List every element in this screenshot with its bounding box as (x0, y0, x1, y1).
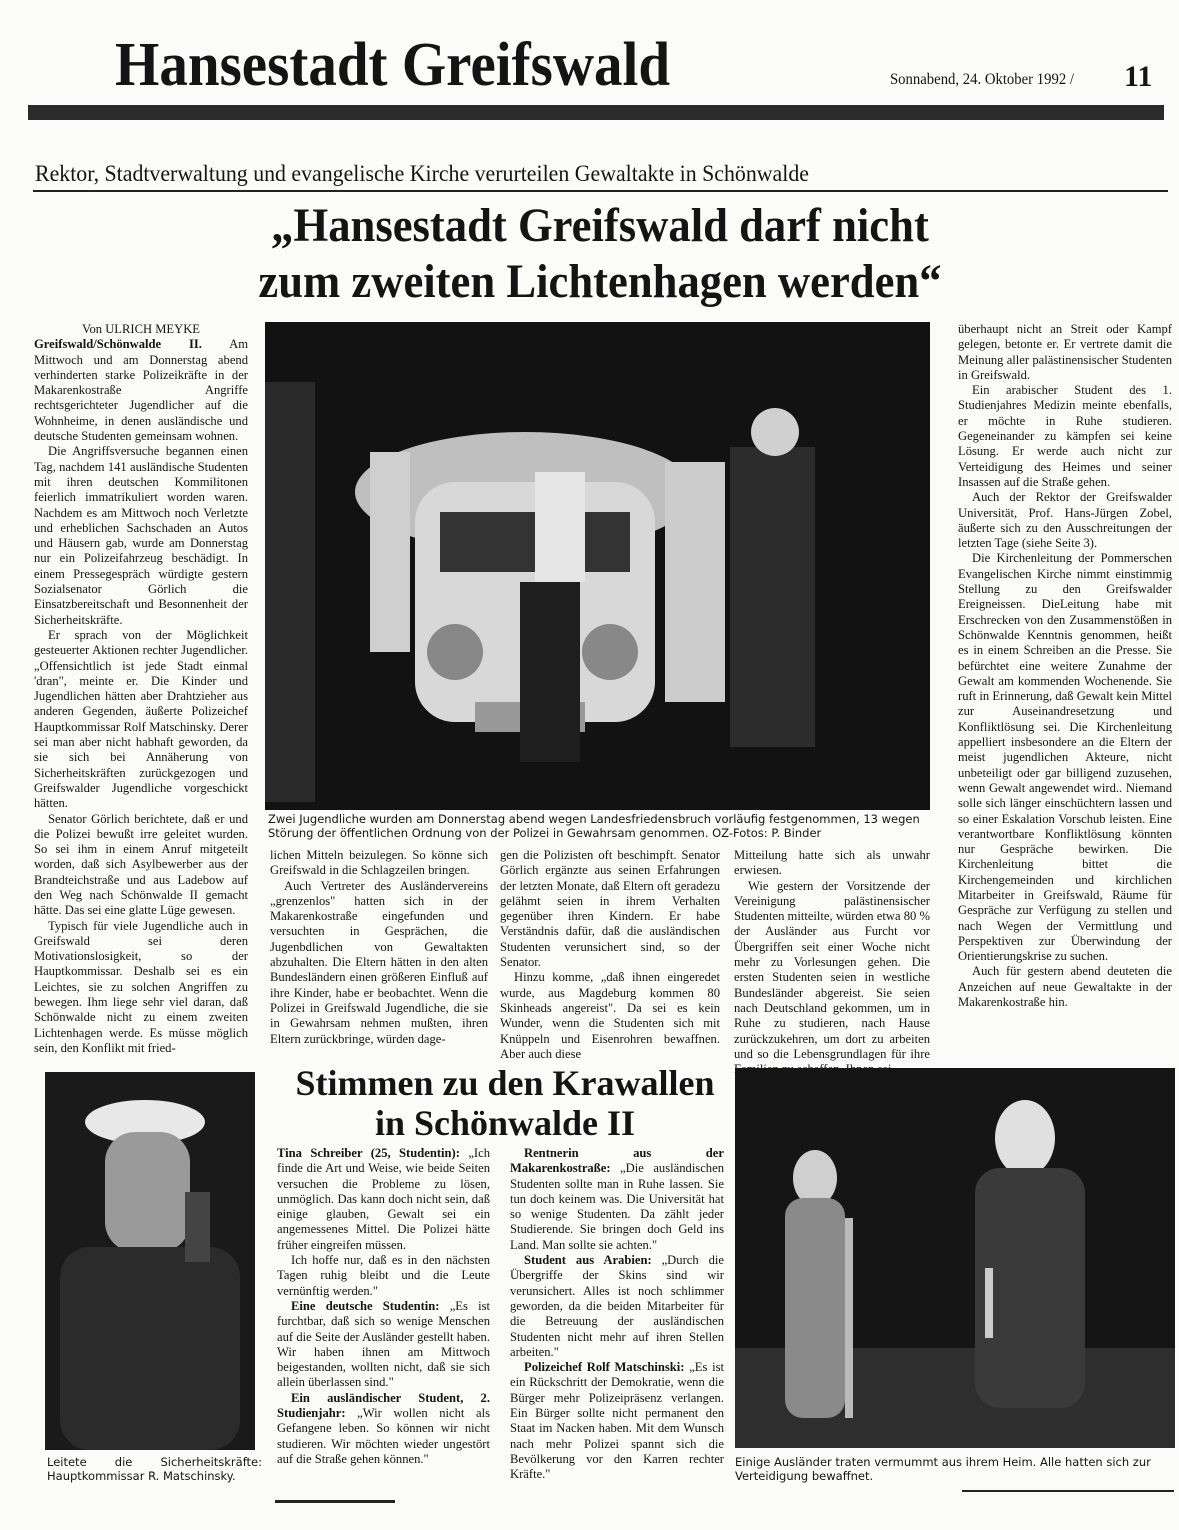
paragraph: Greifswald/Schönwalde II. Am Mittwoch und am Donnerstag abend verhinderten starke Polizeikräfte in der Makarenkostraße Angriffe rechtsgerichteter Jugendlicher auf die Wohnheime, in denen ausländische und deutsche Studenten gemeinsam wohnen. (34, 337, 248, 444)
article-headline (172, 198, 1028, 310)
article-column-5 (958, 322, 1172, 1010)
quote: Tina Schreiber (25, Studentin): „Ich finde die Art und Weise, wie beide Seiten versuchen die Probleme zu lösen, unmöglich. Das kann doch nicht sein, daß einige glauben, Gewalt sei ein angemessenes Mittel. Die Polizei hätte früher eingreifen müssen. (277, 1146, 490, 1252)
newspaper-section-title: Hansestadt Greifswald (115, 31, 671, 99)
sidebar-headline-line-1: Stimmen zu den Krawallen (295, 1063, 715, 1103)
article-kicker: Rektor, Stadtverwaltung und evangelische Kirche verurteilen Gewaltakte in Schönwalde (35, 161, 809, 186)
quote: Ein ausländischer Student, 2. Studienjahr: „Wir wollen nicht als Gefangene leben. So können wir nicht studieren. Wir möchten wieder ungestört auf die Straße gehen können." (277, 1390, 490, 1466)
paragraph: Die Kirchenleitung der Pommerschen Evangelischen Kirche nimmt einstimmig Stellung zu den Greifswalder Ereigneissen. DieLeitung habe mit Erschrecken von den Zusammenstößen in Schönwalde Kenntnis genommen, heißt es in einem Schreiben an die Presse. Sie befürchtet eine weitere Zunahme der Gewalt am kommenden Wochenende. Sie ruft in Erinnerung, daß Gewalt kein Mittel zur Auseinandresetzung und Konfliktlösung sei. Die Kirchenleitung appelliert insbesondere an die Eltern der meist jugendlichen Akteure, nicht unbeteiligt oder gar billigend zuzusehen, wenn Gewalt angewendet wird.. Niemand solle sich länger einschüchtern lassen und so einer Eskalation Vorschub leisten. Eine verantwortbare Konfliktlösung könnten nur Gespräche bewirken. Die Kirchenleitung bittet die Kirchengemeinden und kirchlichen Mitarbeiter in Greifswald, Räume für Gespräche zur Verfügung zu stellen und nach Wegen der Vermittlung und Perspektiven zur Überwindung der Orientierungskrise zu suchen. (958, 551, 1172, 964)
paragraph: Typisch für viele Jugendliche auch in Greifswald sei deren Motivationslosigkeit, so der Hauptkommissar. Deshalb sei es ein Leichtes, sie zu solchen Angriffen zu bewegen. Ihm liege sehr viel daran, daß Schönwalde nicht zu einem zweiten Lichtenhagen werde. Es müsse möglich sein, den Konflikt mit fried- (34, 918, 248, 1055)
quote: Polizeichef Rolf Matschinski: „Es ist ein Rückschritt der Demokratie, wenn die Bürger mehr Polizeipräsenz verlangen. Ein Bürger sollte nicht permanent den Staat im Nacken haben. Mit dem Wunsch nach mehr Polizei spannt sich die Bevölkerung vor den Karren rechter Kräfte." (510, 1360, 724, 1482)
article-column-4 (734, 848, 930, 1077)
quote: Rentnerin aus der Makarenkostraße: „Die ausländischen Studenten sollte man in Ruhe lassen. Sie tun doch keinem was. Die Universität hat so wenige Studenten. Da zählt jeder Studierende. Sie bringen doch Geld ins Land. Man sollte sie achten." (510, 1146, 724, 1252)
kicker-rule (33, 190, 1168, 192)
paragraph: Auch Vertreter des Ausländervereins „grenzenlos" hatten sich in der Makarenkostraße eingefunden und versuchten in Gesprächen, die Jugenbdlichen von Gewaltakten abzuhalten. Die Eltern hätten in den alten Bundesländern einen größeren Einfluß auf ihre Kinder, habe er beobachtet. Wenn die Polizei in Greifswald Jugendliche, die sie in Gewahrsam nehmen mußten, ihren Eltern zurückbringe, würden dage- (270, 878, 488, 1046)
quote-speaker: Tina Schreiber (25, Studentin): (277, 1146, 460, 1160)
page-number: 11 (1124, 60, 1153, 93)
masked-students-caption: Einige Ausländer traten vermummt aus ihrem Heim. Alle hatten sich zur Verteidigung bewaffnet. (735, 1455, 1151, 1483)
issue-date: Sonnabend, 24. Oktober 1992 / (890, 71, 1074, 88)
quote-speaker: Eine deutsche Studentin: (291, 1298, 440, 1313)
main-photo-police-arrest (265, 322, 930, 810)
paragraph: Hinzu komme, „daß ihnen eingeredet wurde, aus Magdeburg kommen 80 Skinheads angereist". Da sei es kein Wunder, wenn die Studenten sich mit Knüppeln und Eisenrohren bewaffnen. Aber auch diese (500, 970, 720, 1061)
paragraph: Wie gestern der Vorsitzende der Vereinigung palästinensischer Studenten mitteilte, würden etwa 80 % der Ausländer aus Furcht vor Übergriffen seit einer Woche nicht mehr zu Vorlesungen gehen. Die ersten Studenten seien in westliche Bundesländer abgereist. Sie seien nach Deutschland gekommen, um in Ruhe zu studieren, nach Hause zurückzukehren, um dort zu arbeiten und so die Lebensgrundlagen für ihre (734, 878, 930, 1061)
article-column-1 (34, 322, 248, 1056)
sidebar-headline-line-2: in Schönwalde II (374, 1103, 636, 1143)
main-photo-caption: Zwei Jugendliche wurden am Donnerstag abend wegen Landesfriedensbruch vorläufig festgenommen, 13 wegen Störung der öffentlichen Ordnung von der Polizei in Gewahrsam genommen. OZ-Fotos: P. Binder (268, 812, 920, 840)
paragraph: Ein arabischer Student des 1. Studienjahres Medizin meinte ebenfalls, er möchte in Ruhe studieren. Gegeneinander zu kämpfen sei keine Lösung. Er werde auch nicht zur Verteidigung des Heimes und seiner Insassen auf die Straße gehen. (958, 383, 1172, 489)
sidebar-headline (270, 1063, 740, 1143)
quote: Eine deutsche Studentin: „Es ist furchtbar, daß sich so wenige Menschen auf die Seite der Ausländer gestellt haben. Wir haben ihnen am Mittwoch beigestanden, wollten nicht, daß sie sich allein überlassen sind." (277, 1298, 490, 1390)
paragraph: Mitteilung hatte sich als unwahr erwiesen. (734, 848, 930, 878)
quote-speaker: Student aus Arabien: (524, 1253, 652, 1268)
sidebar-quotes-right (510, 1146, 724, 1483)
sidebar-bottom-rule (275, 1500, 395, 1503)
quote-speaker: Ein ausländischer Student, 2. Studienjahr: (277, 1390, 490, 1421)
masthead-rule (28, 105, 1164, 120)
paragraph: Er sprach von der Möglichkeit gesteuerter Aktionen rechter Jugendlicher. „Offensichtlich ist jede Stadt einmal 'dran", meinte er. Die Kinder und Jugendlichen hätten aber Drahtzieher aus anderen Gegenden, äußerte Polizeichef Hauptkommissar Rolf Matschinsky. Derer sei man aber nicht habhaft geworden, da sie sich bei Annäherung von Sicherheitskräften zurückgezogen und Greifswalder Jugendliche vorgeschickt hätten. (34, 627, 248, 811)
headline-line-2: zum zweiten Lichtenhagen werden“ (258, 255, 942, 308)
photo-illustration (265, 322, 930, 810)
paragraph: Auch der Rektor der Greifswalder Universität, Prof. Hans-Jürgen Zobel, äußerte sich zu den Ausschreitungen der letzten Tage (siehe Seite 3). (958, 490, 1172, 551)
quote-speaker: Rentnerin aus der Makarenkostraße: (510, 1146, 724, 1176)
quote: Student aus Arabien: „Durch die Übergriffe der Skins sind wir verunsichert. Alles ist noch schlimmer geworden, da die beiden Mitarbeiter für die Betreuung der ausländischen Studenten nicht mehr auf ihren Stellen arbeiten." (510, 1253, 724, 1359)
quote-speaker: Polizeichef Rolf Matschinski: (524, 1360, 685, 1375)
photo-illustration (735, 1068, 1175, 1448)
police-chief-caption: Leitete die Sicherheitskräfte: Hauptkommissar R. Matschinsky. (47, 1455, 262, 1483)
photo-masked-students (735, 1068, 1175, 1448)
headline-line-1: „Hansestadt Greifswald darf nicht (271, 199, 929, 252)
paragraph: gen die Polizisten oft beschimpft. Senator Görlich ergänzte aus seinen Erfahrungen der letzten Monate, daß Eltern oft geradezu gelähmt seien in ihrem Verhalten gegenüber ihren Kindern. Er habe Verständnis dafür, daß die ausländischen Studenten verunsichert sind, so der Senator. (500, 848, 720, 970)
paragraph: Senator Görlich berichtete, daß er und die Polizei bewußt irre geleitet wurden. So sei ihm in einem Anruf mitgeteilt worden, daß sich Asylbewerber aus der Brandteichstraße und aus Ladebow auf den Weg nach Schönwalde II gemacht hätte. Das sei eine glatte Lüge gewesen. (34, 811, 248, 918)
quote: Ich hoffe nur, daß es in den nächsten Tagen ruhig bleibt und die Leute vernünftig werden." (277, 1253, 490, 1298)
photo-police-chief (45, 1072, 255, 1450)
paragraph: Die Angriffsversuche begannen einen Tag, nachdem 141 ausländische Studenten mit ihren deutschen Kommilitonen feierlich immatrikuliert worden waren. Nachdem es am Mittwoch noch Verletzte und erheblichen Sachschaden an Autos und Häusern gab, wurde am Donnerstag nur ein Polizeifahrzeug beschädigt. In einem Pressegespräch würdigte gestern Sozialsenator Görlich die Einsatzbereitschaft und Besonnenheit der Sicherheitskräfte. (34, 444, 248, 627)
sidebar-quotes-left (277, 1146, 490, 1467)
bottom-right-rule (962, 1490, 1174, 1492)
paragraph: lichen Mitteln beizulegen. So könne sich Greifswald in die Schlagzeilen bringen. (270, 848, 488, 878)
photo-illustration (45, 1072, 255, 1450)
article-column-2 (270, 848, 488, 1047)
dateline-lead: Greifswald/Schönwalde II. (34, 337, 202, 352)
paragraph: Auch für gestern abend deuteten die Anzeichen auf neue Gewaltakte in der Makarenkostraße hin. (958, 964, 1172, 1010)
paragraph: überhaupt nicht an Streit oder Kampf gelegen, betonte er. Er vertrete damit die Meinung aller palästinensischer Studenten in Greifswald. (958, 322, 1172, 382)
article-column-3 (500, 848, 720, 1062)
byline: Von ULRICH MEYKE (81, 322, 200, 336)
